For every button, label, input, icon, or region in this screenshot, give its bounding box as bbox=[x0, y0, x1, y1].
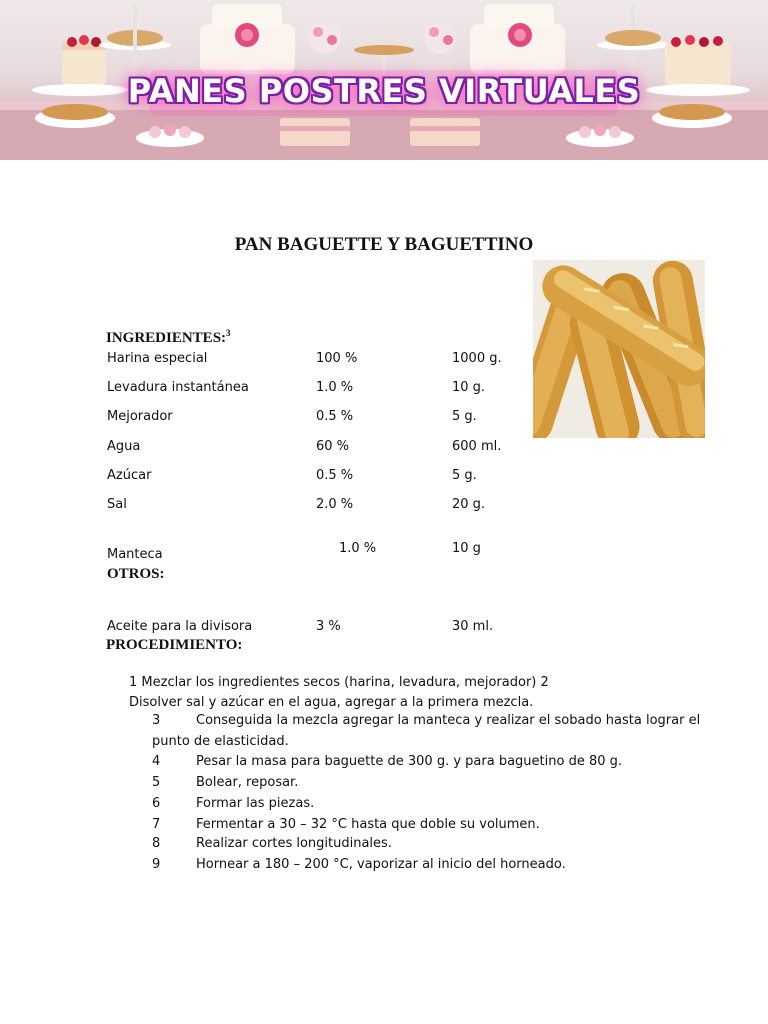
ingredient-row bbox=[0, 468, 768, 488]
ingredients-heading-text: INGREDIENTES: bbox=[106, 330, 227, 346]
ingredient-row bbox=[0, 380, 768, 400]
ingredient-row bbox=[0, 497, 768, 517]
ingredient-percent: 1.0 % bbox=[339, 541, 377, 556]
ingredient-quantity: 10 g bbox=[452, 541, 481, 556]
ingredient-percent: 0.5 % bbox=[316, 409, 354, 424]
ingredient-percent: 100 % bbox=[316, 351, 358, 366]
others-heading: OTROS: bbox=[107, 566, 165, 582]
ingredient-name: Levadura instantánea bbox=[107, 380, 249, 395]
other-ingredient-percent: 3 % bbox=[316, 619, 341, 634]
step-number: 5 bbox=[152, 775, 161, 790]
ingredient-quantity: 600 ml. bbox=[452, 439, 502, 454]
step-number: 7 bbox=[152, 817, 161, 832]
step-number: 4 bbox=[152, 754, 161, 769]
ingredient-row bbox=[0, 409, 768, 429]
banner-title: PANES POSTRES VIRTUALES bbox=[127, 72, 641, 110]
ingredient-percent: 0.5 % bbox=[316, 468, 354, 483]
procedure-heading: PROCEDIMIENTO: bbox=[106, 637, 243, 653]
procedure-line: 1 Mezclar los ingredientes secos (harina, levadura, mejorador) 2 bbox=[129, 675, 549, 690]
ingredient-row bbox=[0, 541, 768, 561]
step-number: 9 bbox=[152, 857, 161, 872]
ingredient-percent: 2.0 % bbox=[316, 497, 354, 512]
ingredient-quantity: 5 g. bbox=[452, 409, 477, 424]
ingredients-heading bbox=[106, 328, 231, 347]
ingredient-name: Harina especial bbox=[107, 351, 208, 366]
ingredient-name: Azúcar bbox=[107, 468, 152, 483]
step-text: Realizar cortes longitudinales. bbox=[196, 836, 392, 851]
step-continuation: punto de elasticidad. bbox=[152, 734, 289, 749]
other-ingredient-quantity: 30 ml. bbox=[452, 619, 494, 634]
step-text: Formar las piezas. bbox=[196, 796, 315, 811]
step-text: Hornear a 180 – 200 °C, vaporizar al inicio del horneado. bbox=[196, 857, 566, 872]
ingredient-quantity: 5 g. bbox=[452, 468, 477, 483]
ingredient-row bbox=[0, 439, 768, 459]
step-number: 8 bbox=[152, 836, 161, 851]
ingredient-row bbox=[0, 351, 768, 371]
ingredient-quantity: 1000 g. bbox=[452, 351, 502, 366]
ingredients-footnote: 3 bbox=[226, 328, 231, 338]
document-title: PAN BAGUETTE Y BAGUETTINO bbox=[234, 234, 534, 255]
ingredient-name: Mejorador bbox=[107, 409, 173, 424]
other-ingredient-name: Aceite para la divisora bbox=[107, 619, 253, 634]
ingredient-name: Manteca bbox=[107, 547, 163, 562]
step-number: 3 bbox=[152, 713, 161, 728]
step-text: Pesar la masa para baguette de 300 g. y para baguetino de 80 g. bbox=[196, 754, 623, 769]
ingredient-percent: 60 % bbox=[316, 439, 350, 454]
ingredient-name: Sal bbox=[107, 497, 127, 512]
step-text: Bolear, reposar. bbox=[196, 775, 299, 790]
other-ingredient-row bbox=[0, 619, 768, 639]
step-text: Conseguida la mezcla agregar la manteca y realizar el sobado hasta lograr el bbox=[196, 713, 701, 728]
ingredient-quantity: 20 g. bbox=[452, 497, 486, 512]
ingredient-quantity: 10 g. bbox=[452, 380, 486, 395]
step-number: 6 bbox=[152, 796, 161, 811]
header-banner bbox=[0, 0, 768, 160]
step-text: Fermentar a 30 – 32 °C hasta que doble su volumen. bbox=[196, 817, 540, 832]
ingredient-name: Agua bbox=[107, 439, 141, 454]
procedure-line: Disolver sal y azúcar en el agua, agregar a la primera mezcla. bbox=[129, 695, 534, 710]
ingredient-percent: 1.0 % bbox=[316, 380, 354, 395]
